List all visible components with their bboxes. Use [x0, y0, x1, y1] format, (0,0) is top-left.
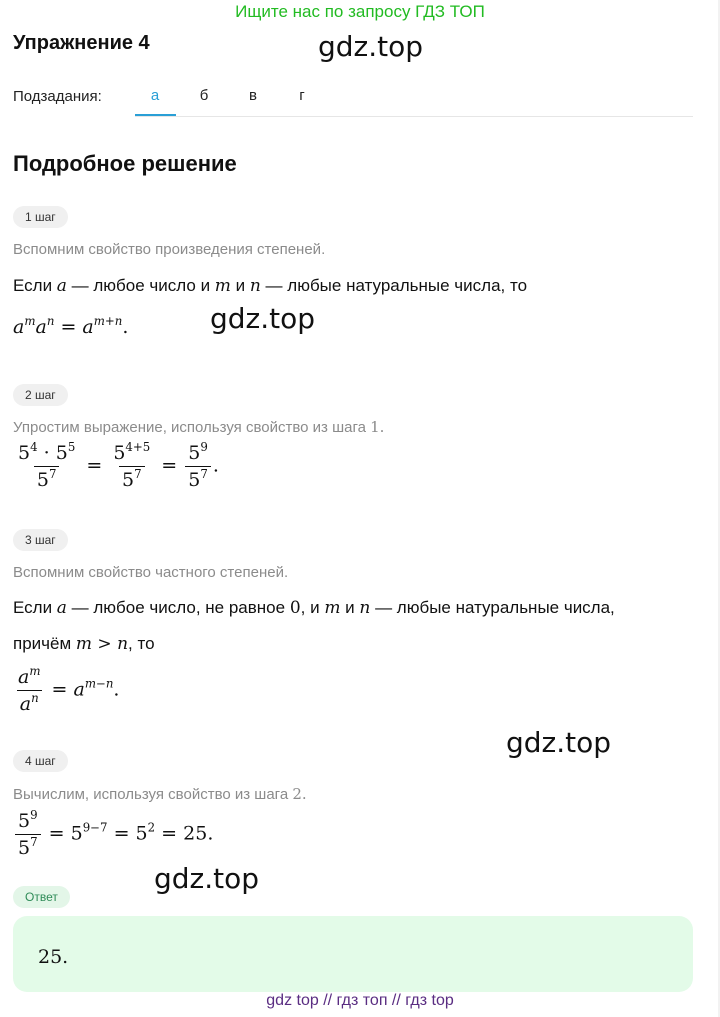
step-3-note: Вспомним свойство частного степеней. [13, 564, 289, 581]
watermark: gdz.top [154, 862, 260, 895]
step-2-note: Упростим выражение, используя свойство из шага 1. [13, 418, 385, 436]
subtasks-label: Подзадания: [13, 88, 102, 105]
step-3-chip: 3 шаг [13, 529, 68, 551]
step-3-statement: Если a — любое число, не равное 0, и m и n — любые натуральные числа, [13, 598, 615, 618]
tab-subtask-b[interactable]: б [199, 87, 209, 104]
step-2-chip: 2 шаг [13, 384, 68, 406]
exercise-title: Упражнение 4 [13, 32, 150, 54]
tab-subtask-g[interactable]: г [299, 87, 305, 104]
section-title: Подробное решение [13, 151, 237, 176]
step-4-note: Вычислим, используя свойство из шага 2. [13, 785, 307, 803]
step-1-statement: Если a — любое число и m и n — любые натуральные числа, то [13, 276, 528, 296]
watermark: gdz.top [210, 302, 316, 335]
active-tab-indicator [135, 114, 176, 116]
tab-subtask-v[interactable]: в [249, 87, 257, 104]
step-4-chip: 4 шаг [13, 750, 68, 772]
answer-value: 25. [38, 946, 69, 968]
step-2-formula: $\frac{5^4 \cdot 5^5}{5^7}$ = $\frac{5^{4+5}}{5^7}$ = $\frac{5^9}{5^7}$ . [18, 439, 219, 491]
step-1-formula: $a^ma^n = a^{m+n}$. [13, 313, 129, 338]
answer-box [13, 916, 693, 992]
step-3-formula: $\frac{a^m}{a^n}$ = $a^{m-n}$. [18, 663, 120, 715]
step-1-chip: 1 шаг [13, 206, 68, 228]
footer-links[interactable]: gdz top // гдз топ // гдз top [266, 992, 454, 1009]
step-1-note: Вспомним свойство произведения степеней. [13, 241, 326, 258]
watermark: gdz.top [318, 30, 424, 63]
step-3-condition: причём m > n, то [13, 634, 155, 654]
promo-banner[interactable]: Ищите нас по запросу ГДЗ ТОП [235, 2, 485, 21]
watermark: gdz.top [506, 726, 612, 759]
answer-chip: Ответ [13, 886, 70, 908]
tabs-divider [135, 116, 693, 117]
step-4-formula: $\frac{5^9}{5^7}$ = $5^{9-7} = 5^2 = 25$. [13, 810, 213, 859]
tab-subtask-a[interactable]: а [150, 87, 160, 104]
